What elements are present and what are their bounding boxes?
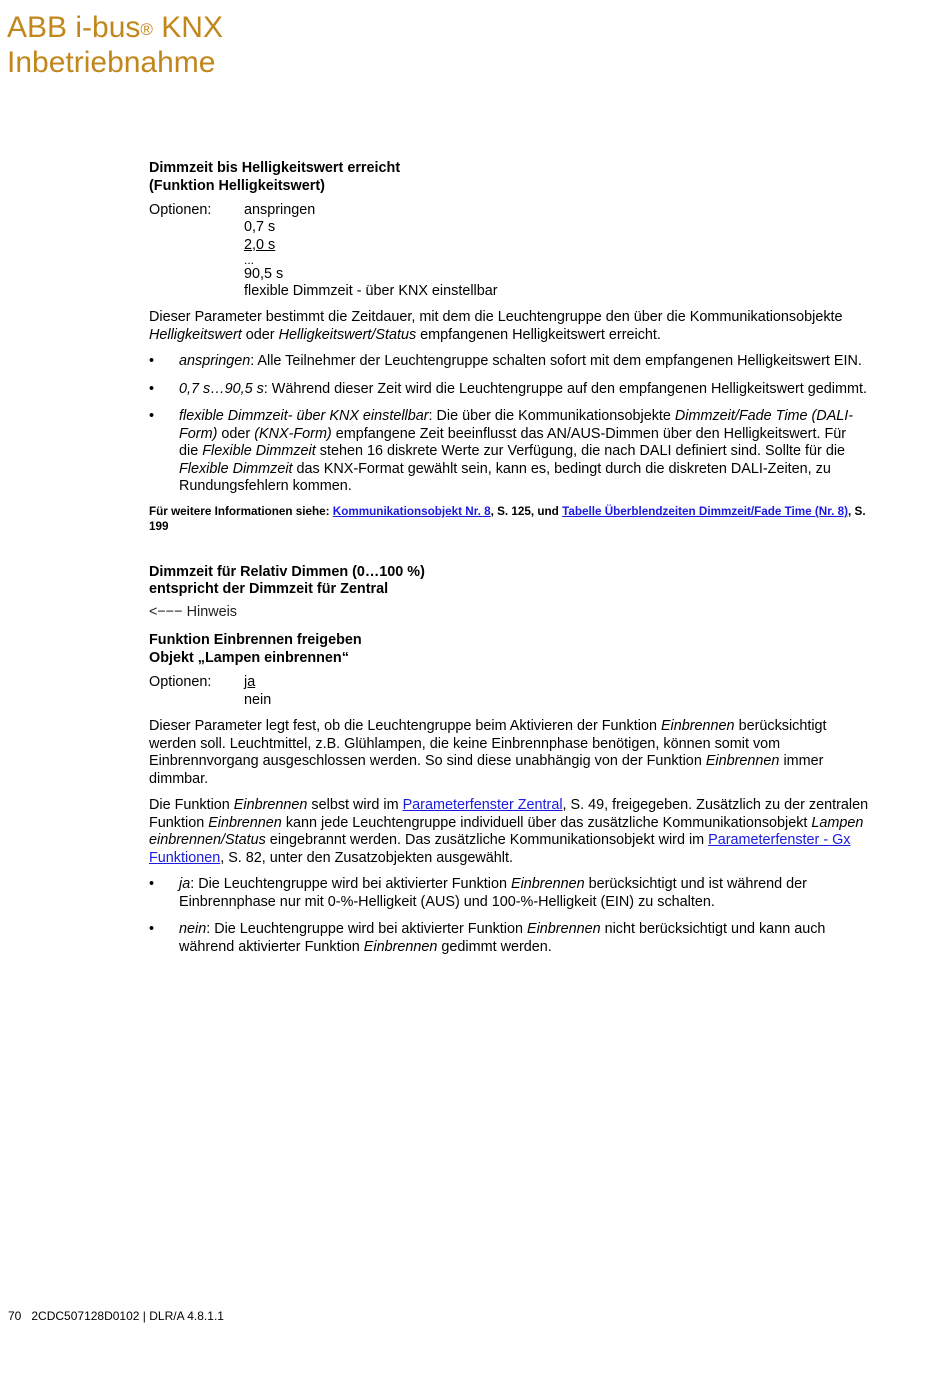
options-label: Optionen: (149, 674, 212, 691)
header-brand-line (7, 10, 223, 45)
option-value: 90,5 s (244, 265, 284, 282)
list-item: • anspringen: Alle Teilnehmer der Leuchtengruppe schalten sofort mit dem empfangenen Helligkeitswert EIN. (149, 353, 862, 370)
description-paragraph: Dieser Parameter legt fest, ob die Leuchtengruppe beim Aktivieren der Funktion Einbrennen berücksichtigt werden soll. Leuchtmittel, z.B. Glühlampen, die keine Einbrennphase benötigen, können somit vom Einbrennvorgang ausgeschlossen werden. So sind diese unabhängig von der Funktion Einbrennen immer dimmbar. (149, 718, 827, 787)
bullet-list (149, 353, 869, 496)
section-title (149, 632, 869, 667)
section-einbrennen (149, 632, 869, 956)
option-value-default: ja (244, 674, 256, 691)
section-title-line1: Dimmzeit bis Helligkeitswert erreicht (149, 160, 401, 176)
option-value: flexible Dimmzeit - über KNX einstellbar (244, 283, 498, 300)
option-value: anspringen (244, 202, 316, 218)
option-value-default: 2,0 s (244, 236, 276, 253)
bullet-list (149, 876, 869, 956)
options-block (149, 202, 869, 300)
brand-name: ABB i-bus (7, 11, 141, 44)
section-dimmzeit-helligkeitswert (149, 160, 869, 534)
options-list (244, 674, 271, 709)
section-title-line2: (Funktion Helligkeitswert) (149, 177, 325, 194)
link-kommunikationsobjekt[interactable]: Kommunikationsobjekt Nr. 8 (332, 504, 491, 518)
hint-note: <−−− Hinweis (149, 603, 237, 620)
bullet-icon: • (149, 380, 155, 397)
link-parameterfenster-zentral[interactable]: Parameterfenster Zentral (402, 797, 563, 814)
description-paragraph: Die Funktion Einbrennen selbst wird im Parameterfenster Zentral, S. 49, freigegeben. Zusätzlich zu der zentralen Funktion Einbrennen kann jede Leuchtengruppe individuell über das zusätzliche Kommunikationsobjekt Lampen einbrennen/Status eingebrannt werden. Das zusätzliche Kommunikationsobjekt wird im Parameterfenster - Gx Funktionen, S. 82, unter den Zusatzobjekten ausgewählt. (149, 797, 869, 866)
reference-note: Für weitere Informationen siehe: Kommunikationsobjekt Nr. 8, S. 125, und Tabelle Überblendzeiten Dimmzeit/Fade Time (Nr. 8), S. 199 (149, 504, 866, 533)
section-title-line2: entspricht der Dimmzeit für Zentral (149, 581, 389, 598)
main-content (149, 160, 869, 966)
section-dimmzeit-relativ (149, 564, 869, 622)
bullet-icon: • (149, 876, 155, 893)
page-footer (8, 1309, 224, 1323)
page-header (7, 10, 223, 80)
link-tabelle-ueberblendzeiten[interactable]: Tabelle Überblendzeiten Dimmzeit/Fade Time (Nr. 8) (562, 504, 849, 518)
section-title-line1: Dimmzeit für Relativ Dimmen (0…100 %) (149, 563, 425, 580)
registered-mark: ® (140, 20, 153, 39)
chapter-title: Inbetriebnahme (7, 46, 216, 79)
bullet-icon: • (149, 353, 155, 370)
option-value: nein (244, 691, 272, 708)
list-item: • ja: Die Leuchtengruppe wird bei aktivierter Funktion Einbrennen berücksichtigt und ist während der Einbrennphase nur mit 0-%-Helligkeit (AUS) und 100-%-Helligkeit (EIN) zu schalten. (149, 876, 807, 910)
section-title (149, 160, 869, 195)
option-value: 0,7 s (244, 219, 276, 236)
list-item: • 0,7 s…90,5 s: Während dieser Zeit wird die Leuchtengruppe auf den empfangenen Helligkeitswert gedimmt. (149, 380, 867, 397)
section-title-line2: Objekt „Lampen einbrennen“ (149, 649, 349, 666)
options-list (244, 202, 498, 300)
product-name: KNX (161, 11, 223, 44)
options-block (149, 674, 869, 709)
list-item: • flexible Dimmzeit- über KNX einstellbar: Die über die Kommunikationsobjekte Dimmzeit/Fade Time (DALI-Form) oder (KNX-Form) empfangene Zeit beeinflusst das AN/AUS-Dimmen über den Helligkeitswert. Für die Flexible Dimmzeit stehen 16 diskrete Werte zur Verfügung, die nach DALI definiert sind. Sollte für die Flexible Dimmzeit das KNX-Format gewählt sein, kann es, bedingt durch die diskreten DALI-Zeiten, zu Rundungsfehlern kommen. (149, 408, 854, 495)
option-ellipsis: ... (244, 252, 255, 267)
bullet-icon: • (149, 921, 155, 938)
options-label: Optionen: (149, 202, 212, 218)
section-title (149, 564, 869, 599)
description-paragraph: Dieser Parameter bestimmt die Zeitdauer, mit dem die Leuchtengruppe den über die Kommunikationsobjekte Helligkeitswert oder Helligkeitswert/Status empfangenen Helligkeitswert erreicht. (149, 309, 843, 343)
list-item: • nein: Die Leuchtengruppe wird bei aktivierter Funktion Einbrennen nicht berücksichtigt und kann auch während aktivierter Funktion Einbrennen gedimmt werden. (149, 921, 826, 955)
section-title-line1: Funktion Einbrennen freigeben (149, 632, 362, 649)
page-number: 70 (8, 1309, 22, 1323)
bullet-icon: • (149, 408, 155, 425)
link-parameterfenster-gx-funktionen[interactable]: Parameterfenster - Gx Funktionen (149, 832, 851, 866)
document-id: 2CDC507128D0102 | DLR/A 4.8.1.1 (31, 1309, 224, 1323)
